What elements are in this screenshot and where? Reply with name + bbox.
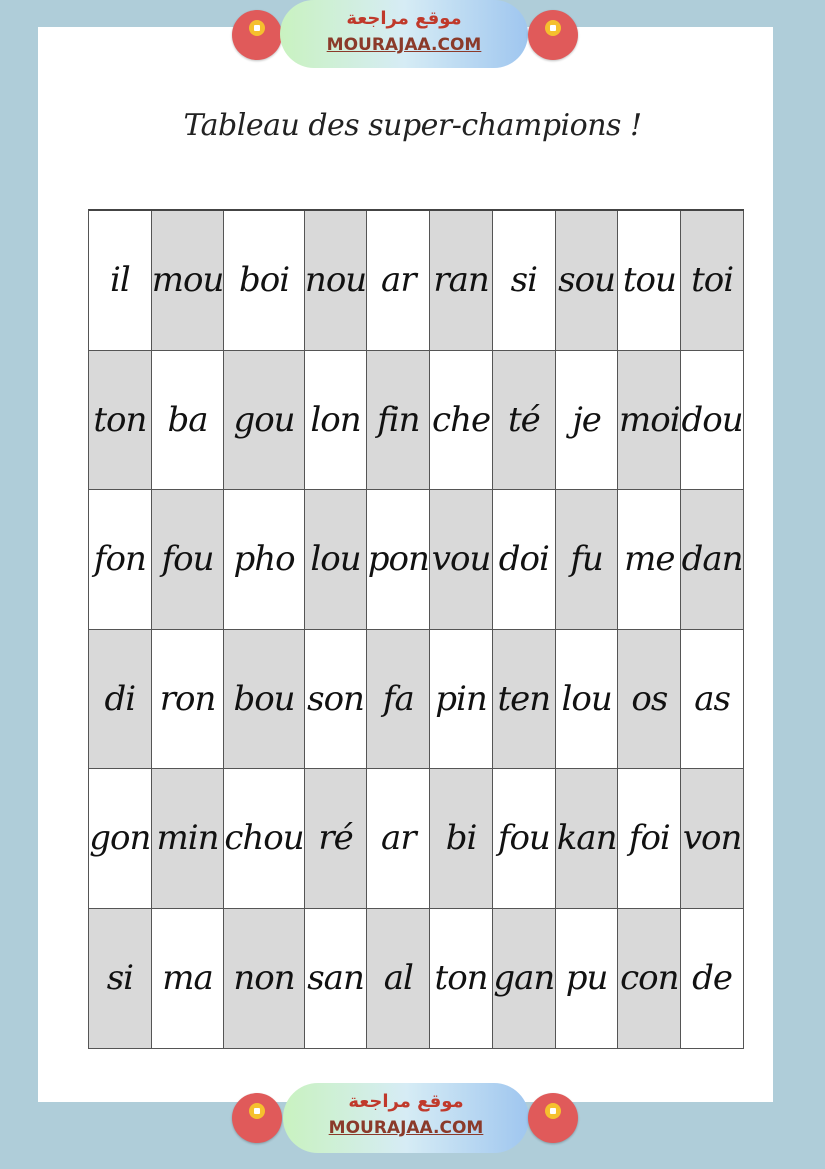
syllable-cell: pu [556, 909, 619, 1049]
syllable-cell: pon [367, 490, 430, 630]
syllable-cell: ron [152, 630, 225, 770]
site-banner-link[interactable] [283, 1083, 529, 1153]
syllable-cell: fou [493, 769, 556, 909]
syllable-cell: de [681, 909, 744, 1049]
syllable-cell: mou [152, 211, 225, 351]
syllable-cell: pho [224, 490, 304, 630]
logo-mark-icon [249, 20, 265, 36]
syllable-cell: nou [305, 211, 368, 351]
site-url[interactable]: MOURAJAA.COM [326, 35, 482, 55]
syllable-cell: os [618, 630, 681, 770]
site-logo-left-icon[interactable] [232, 1093, 282, 1143]
syllable-cell: dan [681, 490, 744, 630]
syllable-cell: ma [152, 909, 225, 1049]
logo-mark-icon [545, 1103, 561, 1119]
top-banner [0, 0, 825, 70]
site-logo-right-icon[interactable] [528, 1093, 578, 1143]
site-url[interactable]: MOURAJAA.COM [328, 1118, 484, 1138]
syllable-cell: fin [367, 351, 430, 491]
syllable-cell: toi [681, 211, 744, 351]
syllable-cell: dou [681, 351, 744, 491]
syllable-cell: doi [493, 490, 556, 630]
site-logo-right-icon[interactable] [528, 10, 578, 60]
syllable-cell: kan [556, 769, 619, 909]
syllable-cell: chou [224, 769, 304, 909]
syllable-cell: il [89, 211, 152, 351]
syllable-cell: son [305, 630, 368, 770]
syllable-cell: gon [89, 769, 152, 909]
syllable-cell: sou [556, 211, 619, 351]
syllable-cell: gan [493, 909, 556, 1049]
syllable-grid [88, 209, 744, 1049]
syllable-cell: vou [430, 490, 493, 630]
syllable-cell: ten [493, 630, 556, 770]
syllable-cell: von [681, 769, 744, 909]
syllable-cell: ré [305, 769, 368, 909]
syllable-cell: lou [305, 490, 368, 630]
bottom-banner [0, 1083, 825, 1153]
syllable-cell: fou [152, 490, 225, 630]
syllable-cell: as [681, 630, 744, 770]
syllable-cell: moi [618, 351, 681, 491]
syllable-cell: foi [618, 769, 681, 909]
syllable-cell: je [556, 351, 619, 491]
syllable-cell: lon [305, 351, 368, 491]
syllable-cell: ran [430, 211, 493, 351]
syllable-cell: ar [367, 769, 430, 909]
syllable-cell: lou [556, 630, 619, 770]
syllable-cell: di [89, 630, 152, 770]
syllable-cell: si [89, 909, 152, 1049]
syllable-cell: min [152, 769, 225, 909]
syllable-cell: té [493, 351, 556, 491]
logo-mark-icon [545, 20, 561, 36]
logo-mark-icon [249, 1103, 265, 1119]
syllable-cell: non [224, 909, 304, 1049]
syllable-cell: fu [556, 490, 619, 630]
syllable-cell: bi [430, 769, 493, 909]
syllable-cell: pin [430, 630, 493, 770]
syllable-cell: fon [89, 490, 152, 630]
syllable-cell: me [618, 490, 681, 630]
site-name-arabic: موقع مراجعة [346, 8, 462, 29]
syllable-cell: fa [367, 630, 430, 770]
syllable-cell: al [367, 909, 430, 1049]
syllable-cell: bou [224, 630, 304, 770]
syllable-cell: tou [618, 211, 681, 351]
syllable-cell: ar [367, 211, 430, 351]
syllable-cell: si [493, 211, 556, 351]
syllable-cell: gou [224, 351, 304, 491]
site-banner-link[interactable] [280, 0, 528, 68]
syllable-cell: san [305, 909, 368, 1049]
syllable-cell: ba [152, 351, 225, 491]
syllable-cell: ton [430, 909, 493, 1049]
syllable-cell: boi [224, 211, 304, 351]
syllable-cell: con [618, 909, 681, 1049]
syllable-cell: che [430, 351, 493, 491]
site-name-arabic: موقع مراجعة [348, 1091, 464, 1112]
syllable-cell: ton [89, 351, 152, 491]
site-logo-left-icon[interactable] [232, 10, 282, 60]
page-title: Tableau des super-champions ! [183, 108, 642, 143]
